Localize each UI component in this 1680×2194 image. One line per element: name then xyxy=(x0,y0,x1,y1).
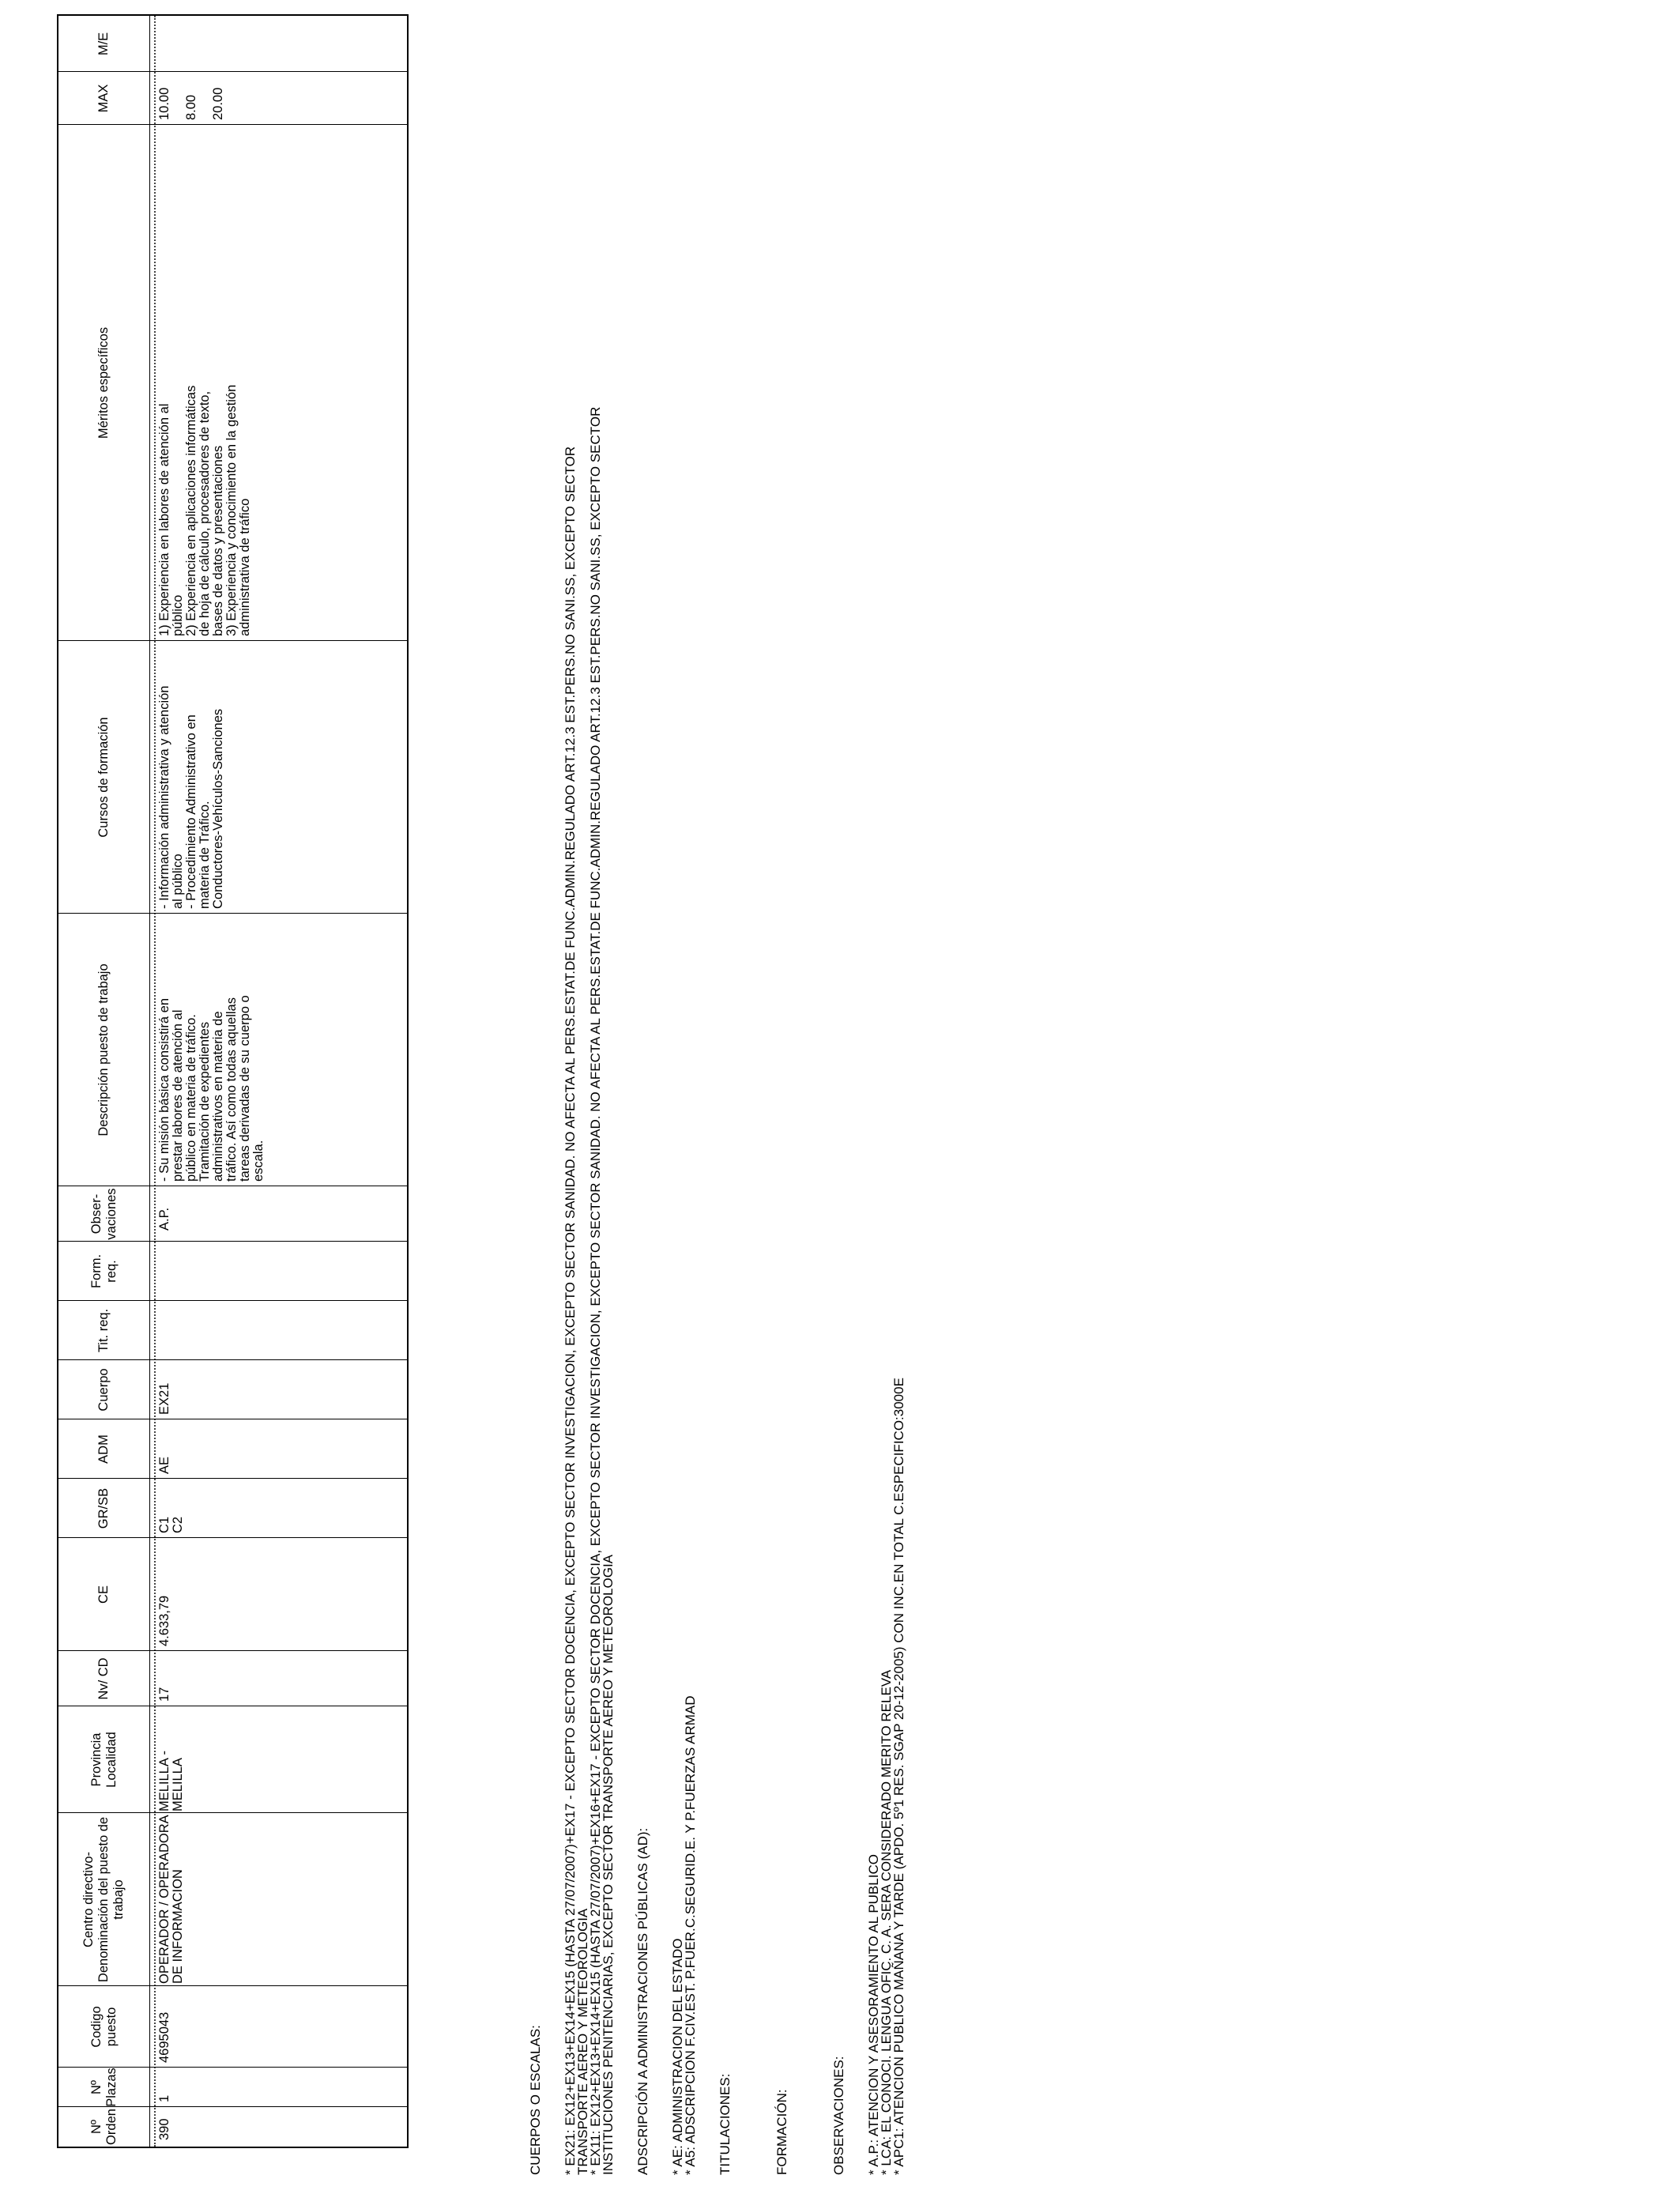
header-ce: CE xyxy=(96,1585,111,1604)
meritos-line: 2) Experiencia en aplicaciones informáticas xyxy=(184,385,198,636)
header-max: MAX xyxy=(96,84,111,113)
header-tit: Tit. req. xyxy=(96,1308,111,1353)
cursos-line: materia de Tráfico. xyxy=(198,801,212,909)
observaciones-title: OBSERVACIONES: xyxy=(831,2056,846,2175)
cuerpos-line: * EX21: EX12+EX13+EX14+EX15 (HASTA 27/07/2007)+EX17 - EXCEPTO SECTOR DOCENCIA, EXCEPTO SECTOR INVESTIGACION, EXCEPTO SECTOR SANIDAD. NO AFECTA AL PERS.ESTAT.DE FUNC.ADMIN.REGULADO ART.12.3 EST.PERS.NO SANI.SS, EXCEPTO SECTOR xyxy=(563,446,578,2175)
cuerpos-line: * EX11: EX12+EX13+EX14+EX15 (HASTA 27/07/2007)+EX16+EX17 - EXCEPTO SECTOR DOCENCIA, EXCEPTO SECTOR INVESTIGACION, EXCEPTO SECTOR SANIDAD. NO AFECTA AL PERS.ESTAT.DE FUNC.ADMIN.REGULADO ART.12.3 EST.PERS.NO SANI.SS, EXCEPTO SECTOR xyxy=(588,406,603,2175)
cuerpos-line: INSTITUCIONES PENITENCIARIAS, EXCEPTO SECTOR TRANSPORTE AEREO Y METEOROLOGIA xyxy=(601,1554,616,2175)
meritos-line: 3) Experiencia y conocimiento en la gestión xyxy=(224,384,239,636)
meritos-line: administrativa de tráfico xyxy=(238,498,252,636)
descripcion-line: Tramitación de expedientes xyxy=(198,1021,212,1182)
header-codigo: Codigo puesto xyxy=(89,2006,119,2048)
cuerpos-title: CUERPOS O ESCALAS: xyxy=(528,2025,543,2175)
header-adm: ADM xyxy=(96,1434,111,1464)
adscripcion-title: ADSCRIPCIÓN A ADMINISTRACIONES PÚBLICAS (AD): xyxy=(635,1827,650,2175)
cell-meritos xyxy=(158,126,252,639)
header-me: M/E xyxy=(96,32,111,56)
header-nivel: Nv/ CD xyxy=(96,1657,111,1700)
descripcion-line: tareas derivadas de su cuerpo o xyxy=(238,995,252,1182)
observaciones-line: * APC1: ATENCION PUBLICO MAÑANA Y TARDE (APDO. 5º1 RES. SGAP 20-12-2005) CON INC.EN TOTAL C.ESPECIFICO:3000E xyxy=(891,1378,906,2175)
cell-orden: 390 xyxy=(157,2118,171,2140)
cuerpos-line: TRANSPORTE AEREO Y METEOROLOGIA xyxy=(575,1908,590,2175)
adscripcion-line: * AE: ADMINISTRACION DEL ESTADO xyxy=(670,1938,685,2175)
cursos-line: - Procedimiento Administrativo en xyxy=(184,714,198,909)
descripcion-line: - Su misión básica consistirá en xyxy=(157,997,171,1182)
header-cuerpo: Cuerpo xyxy=(96,1368,111,1412)
cell-centro: OPERADOR / OPERADORA DE INFORMACION xyxy=(157,1815,185,1984)
header-plazas: Nº Plazas xyxy=(89,2068,119,2107)
cell-cuerpo: EX21 xyxy=(157,1382,171,1415)
descripcion-line: prestar labores de atención al xyxy=(171,1009,185,1182)
cell-grsb: C1 C2 xyxy=(157,1516,185,1533)
cell-provincia: MELILLA - MELILLA xyxy=(157,1750,185,1811)
adscripcion-line: * A5: ADSCRIPCION F.CIV.EST. P.FUER.C.SEGURID.E. Y P.FUERZAS ARMAD xyxy=(683,1695,698,2175)
cell-ce: 4.633,79 xyxy=(157,1595,171,1646)
meritos-line: bases de datos y presentaciones xyxy=(211,445,225,636)
descripcion-line: administrativos en materia de xyxy=(211,1011,225,1182)
meritos-line: público xyxy=(171,594,185,636)
descripcion-line: público en materia de tráfico. xyxy=(184,1014,198,1182)
meritos-line: 1) Experiencia en labores de atención al xyxy=(157,403,171,636)
cursos-line: - Información administrativa y atención xyxy=(157,685,171,909)
cell-nivel: 17 xyxy=(157,1687,171,1702)
header-provincia: Provincia Localidad xyxy=(89,1732,119,1788)
header-obs: Obser- vaciones xyxy=(89,1188,119,1240)
header-grsb: GR/SB xyxy=(96,1487,111,1529)
cell-max xyxy=(158,72,225,123)
cell-cursos xyxy=(158,642,225,912)
vacancy-table xyxy=(57,14,409,2148)
cursos-line: al público xyxy=(171,854,185,909)
observaciones-line: * LCA: EL CONOCI. LENGUA OFIC. C. A. SERA CONSIDERADO MERITO RELEVA xyxy=(879,1669,894,2175)
max-value: 8.00 xyxy=(184,94,198,120)
notes-section xyxy=(529,41,906,2175)
titulaciones-title: TITULACIONES: xyxy=(718,2073,733,2175)
observaciones-line: * A.P.: ATENCION Y ASESORAMIENTO AL PUBLICO xyxy=(866,1854,881,2175)
header-meritos: Méritos específicos xyxy=(96,326,111,439)
cell-plazas: 1 xyxy=(157,2094,171,2102)
meritos-line: de hoja de cálculo, procesadores de texto, xyxy=(198,390,212,636)
cursos-line: Conductores-Vehículos-Sanciones xyxy=(211,708,225,909)
header-centro: Centro directivo- Denominación del puesto de trabajo xyxy=(81,1816,126,1983)
cell-codigo: 4695043 xyxy=(157,2011,171,2063)
descripcion-line: tráfico. Así como todas aquellas xyxy=(224,997,239,1182)
max-value: 10.00 xyxy=(157,87,171,120)
descripcion-line: escala. xyxy=(251,1140,266,1182)
header-descripcion: Descripción puesto de trabajo xyxy=(96,963,111,1137)
formacion-title: FORMACIÓN: xyxy=(774,2089,789,2175)
cell-obs: A.P. xyxy=(157,1207,171,1231)
cell-descripcion xyxy=(158,914,266,1185)
header-orden: Nº Orden xyxy=(89,2109,119,2145)
max-value: 20.00 xyxy=(211,87,225,120)
cell-adm: AE xyxy=(157,1456,171,1474)
header-cursos: Cursos de formación xyxy=(96,717,111,838)
header-form: Form. req. xyxy=(89,1253,119,1289)
